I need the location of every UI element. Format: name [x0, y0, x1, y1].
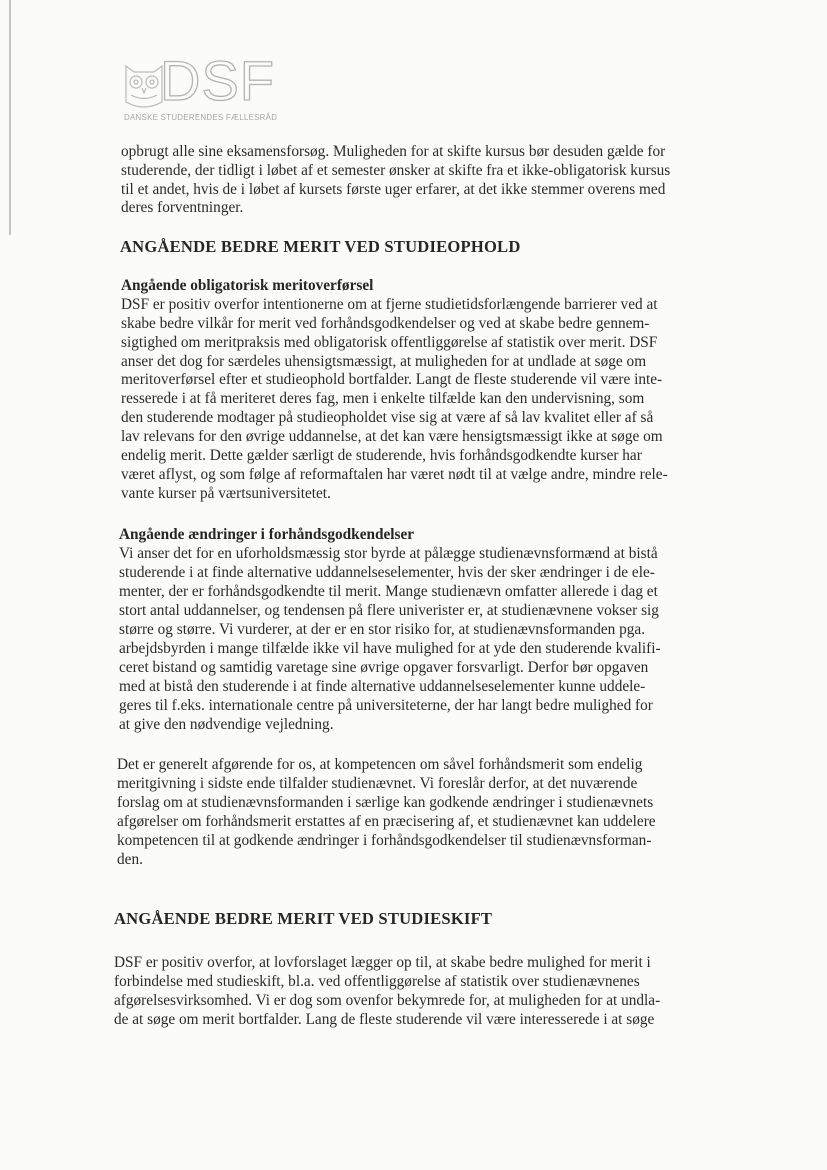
- text-line: med at bistå den studerende i at finde alternative uddannelseselementer kunne uddele-: [119, 678, 646, 695]
- text-line: kompetencen til at godkende ændringer i forhåndsgodkendelser til studienævnsforman-: [117, 832, 652, 849]
- text-line: Det er generelt afgørende for os, at kompetencen om såvel forhåndsmerit som endelig: [117, 756, 643, 773]
- text-line: endelig merit. Dette gælder særligt de studerende, hvis forhåndsgodkendte kurser har: [121, 447, 642, 464]
- text-line: været aflyst, og som følge af reformaftalen har været nødt til at vælge andre, mindre rele-: [121, 466, 668, 483]
- text-line: til et andet, hvis de i løbet af kursets første uger erfarer, at det ikke stemmer overens med: [121, 181, 666, 198]
- text-line: afgørelser om forhåndsmerit erstattes af en præcisering af, et studienævnet kan uddelere: [117, 813, 656, 830]
- text-line: arbejdsbyrden i mange tilfælde ikke vil have mulighed for at yde den studerende kvalifi-: [119, 640, 661, 657]
- text-line: at give den nødvendige vejledning.: [119, 716, 334, 733]
- text-line: større og større. Vi vurderer, at der er en stor risiko for, at studienævnsformanden pga.: [119, 621, 646, 638]
- text-line: geres til f.eks. internationale centre på universiteterne, der har langt bedre mulighed for: [119, 697, 653, 714]
- text-line: Vi anser det for en uforholdsmæssig stor byrde at pålægge studienævnsformænd at bistå: [119, 545, 658, 562]
- dsf-logo: [122, 49, 278, 128]
- text-line: anser det dog for særdeles uhensigtsmæssigt, at muligheden for at undlade at søge om: [121, 353, 647, 370]
- text-line: forslag om at studienævnsformanden i særlige kan godkende ændringer i studienævnets: [117, 794, 654, 811]
- text-line: opbrugt alle sine eksamensforsøg. Muligheden for at skifte kursus bør desuden gælde for: [121, 143, 666, 160]
- text-line: menter, der er forhåndsgodkendte til merit. Mange studienævn omfatter allerede i dag et: [119, 583, 658, 600]
- subheading-obligatorisk: Angående obligatorisk meritoverførsel: [121, 277, 374, 294]
- scan-edge: [9, 0, 11, 235]
- text-line: vante kurser på værtsuniversitetet.: [121, 485, 331, 502]
- logo-wordmark: DSF: [160, 49, 275, 112]
- logo-subtitle: DANSKE STUDERENDES FÆLLESRÅD: [124, 112, 278, 122]
- text-line: stort antal uddannelser, og tendensen på flere univerister er, at studienævnene vokser sig: [119, 602, 659, 619]
- text-line: den.: [117, 851, 143, 868]
- text-line: meritgivning i sidste ende tilfalder studienævnet. Vi foreslår derfor, at det nuværende: [117, 775, 638, 792]
- text-line: studerende i at finde alternative uddannelseselementer, hvis der sker ændringer i de ele-: [119, 564, 655, 581]
- text-line: lav relevans for den øvrige uddannelse, at det kan være hensigtsmæssigt ikke at søge om: [121, 428, 663, 445]
- section-heading-studieskift: ANGÅENDE BEDRE MERIT VED STUDIESKIFT: [114, 909, 493, 928]
- text-line: ceret bistand og samtidig varetage sine øvrige opgaver forsvarligt. Derfor bør opgaven: [119, 659, 649, 676]
- text-line: studerende, der tidligt i løbet af et semester ønsker at skifte fra et ikke-obligatorisk kursus: [121, 162, 671, 179]
- text-line: DSF er positiv overfor intentionerne om at fjerne studietidsforlængende barrierer ved at: [121, 296, 658, 313]
- text-line: den studerende modtager på studieopholdet vise sig at være af så lav kvalitet eller af så: [121, 409, 654, 426]
- text-line: de at søge om merit bortfalder. Lang de fleste studerende vil være interesserede i at søge: [114, 1011, 655, 1028]
- text-line: sigtighed om meritpraksis med obligatorisk offentliggørelse af statistik over merit. DSF: [121, 334, 658, 351]
- text-line: forbindelse med studieskift, bl.a. ved offentliggørelse af statistik over studienævnenes: [114, 973, 640, 990]
- text-line: deres forventninger.: [121, 199, 244, 216]
- section-heading-studieophold: ANGÅENDE BEDRE MERIT VED STUDIEOPHOLD: [120, 237, 521, 256]
- text-line: resserede i at få meriteret deres fag, men i enkelte tilfælde kan den undervisning, som: [121, 390, 645, 407]
- text-line: DSF er positiv overfor, at lovforslaget lægger op til, at skabe bedre mulighed for merit i: [114, 954, 651, 971]
- text-line: afgørelsesvirksomhed. Vi er dog som ovenfor bekymrede for, at muligheden for at undla-: [114, 992, 661, 1009]
- subheading-aendringer: Angående ændringer i forhåndsgodkendelser: [119, 526, 415, 543]
- text-line: skabe bedre vilkår for merit ved forhåndsgodkendelser og ved at skabe bedre gennem-: [121, 315, 650, 332]
- text-line: meritoverførsel efter et studieophold bortfalder. Langt de fleste studerende vil være inte-: [121, 371, 663, 388]
